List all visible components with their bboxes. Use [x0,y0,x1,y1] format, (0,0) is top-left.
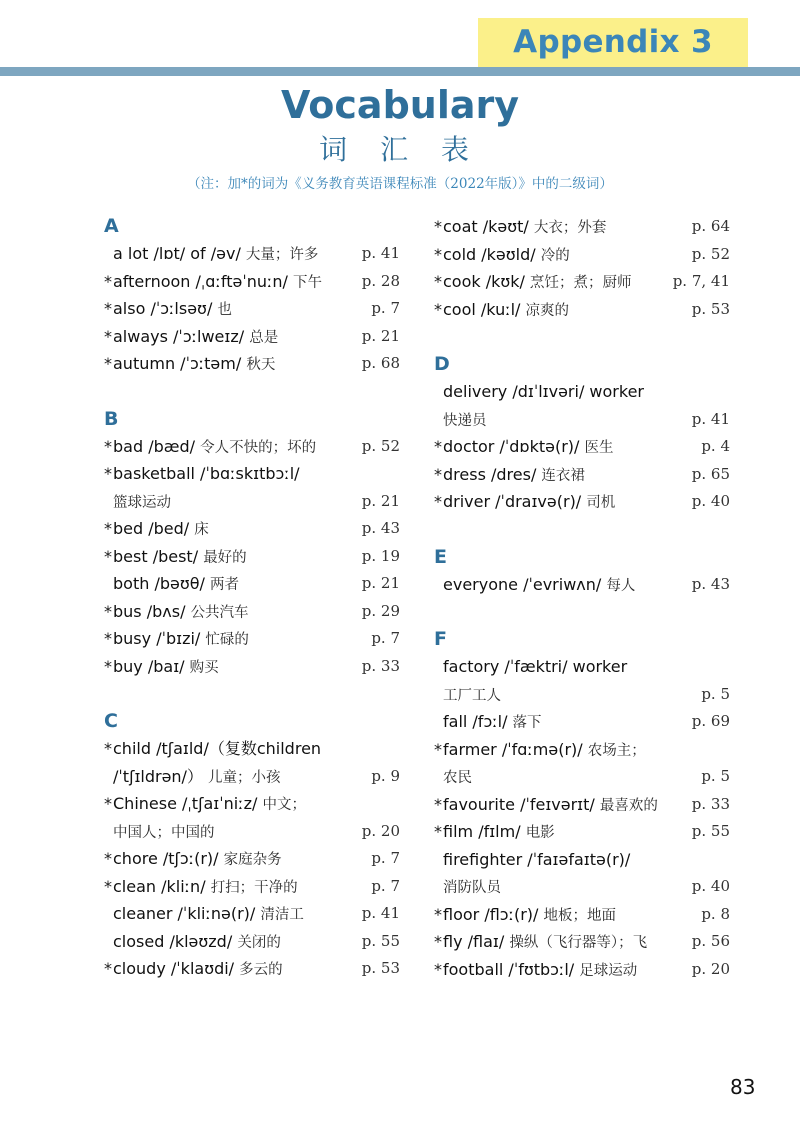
entry-page-ref: p. 64 [691,217,730,235]
page-subtitle: 词 汇 表 [319,133,481,166]
entry-meaning: 足球运动 [579,962,638,979]
entry-page-ref: p. 52 [691,244,730,263]
vocab-entry [104,570,400,598]
entry-page-ref: p. 41 [361,904,400,922]
entry-word: clean /kliːn/ [113,876,206,896]
vocab-entry [104,955,400,983]
entry-page-ref: p. 55 [691,822,730,840]
entry-word: favourite /ˈfeɪvərɪt/ [443,794,595,814]
entry-word: busy /ˈbɪzi/ [113,629,201,648]
entry-star-marker: * [434,437,442,456]
entry-page-ref: p. 40 [691,492,730,510]
entry-word: basketball /ˈbɑːskɪtbɔːl/ [113,464,300,483]
entry-page-ref: p. 52 [361,436,400,455]
appendix-banner [478,18,748,68]
vocab-entry [434,461,730,489]
entry-star-marker: * [104,464,112,483]
entry-star-marker: * [434,794,442,814]
entry-meaning: 中国人；中国的 [113,824,215,841]
vocab-section [104,406,400,681]
vocab-entry [434,846,730,874]
entry-star-marker: * [434,959,442,979]
section-letter: B [104,407,119,430]
entry-meaning: 购买 [189,659,219,676]
entry-word: fly /flaɪ/ [443,932,505,951]
vocab-entry [104,295,400,323]
entry-star-marker: * [104,959,112,978]
entry-meaning: 打扫；干净的 [210,879,298,896]
vocab-entry [104,350,400,378]
entry-meaning: 下午 [293,274,323,291]
entry-star-marker: * [434,739,442,759]
entry-page-ref: p. 21 [361,491,400,510]
entry-word: both /bəʊθ/ [113,574,205,593]
entry-page-ref: p. 41 [691,409,730,428]
entry-page-ref: p. 7 [371,876,400,895]
section-letter: C [104,710,118,732]
entry-meaning: 儿童；小孩 [208,769,281,786]
entry-word: buy /baɪ/ [113,656,185,676]
vocab-entry [434,213,730,241]
vocab-entry [104,240,400,268]
entry-continuation [434,406,730,434]
vocab-entry [104,460,400,488]
entry-meaning: 床 [194,522,209,538]
vocab-entry [434,296,730,324]
entry-page-ref: p. 7 [371,849,400,867]
entry-star-marker: * [434,492,442,511]
entry-word: bed /bed/ [113,519,190,538]
entry-word: floor /flɔː(r)/ [443,904,539,924]
entry-word: driver /ˈdraɪvə(r)/ [443,492,582,511]
appendix-label: Appendix 3 [513,24,713,60]
entry-meaning: 篮球运动 [113,494,171,511]
entry-meaning: 清洁工 [260,907,304,923]
entry-meaning: 令人不快的；坏的 [200,439,317,456]
entry-star-marker: * [434,299,442,319]
entry-word: cloudy /ˈklaʊdi/ [113,959,235,978]
entry-meaning: 最好的 [203,549,247,566]
vocab-entry [434,708,730,736]
entry-page-ref: p. 21 [361,574,400,592]
entry-meaning: 消防队员 [443,880,501,896]
entry-star-marker: * [434,822,442,841]
vocab-entry [434,956,730,984]
vocab-entry [434,736,730,764]
entry-meaning: 家庭杂务 [223,852,282,868]
entry-page-ref: p. 55 [361,931,400,950]
entry-meaning: 也 [217,302,232,318]
section-letter: A [104,215,119,237]
vocab-entry [434,928,730,956]
entry-page-ref: p. 53 [691,299,730,318]
entry-page-ref: p. 19 [361,546,400,565]
entry-word: Chinese /ˌtʃaɪˈniːz/ [113,794,258,813]
entry-page-ref: p. 4 [701,437,730,455]
entry-word: fall /fɔːl/ [443,712,508,731]
entry-star-marker: * [104,546,112,566]
entry-word: farmer /ˈfɑːmə(r)/ [443,739,583,759]
entry-word: film /fɪlm/ [443,822,521,841]
vocab-entry [434,791,730,819]
entry-page-ref: p. 43 [361,519,400,537]
entry-word: firefighter /ˈfaɪəfaɪtə(r)/ [443,849,631,869]
entry-page-ref: p. 21 [361,326,400,345]
entry-star-marker: * [434,244,442,264]
entry-meaning: 医生 [584,440,614,456]
entry-page-ref: p. 29 [361,601,400,620]
entry-page-ref: p. 56 [691,932,730,950]
entry-meaning: 两者 [210,577,239,593]
entry-word: best /best/ [113,546,199,566]
entry-word: a lot /lɒt/ of /əv/ [113,244,241,263]
entry-page-ref: p. 43 [691,574,730,593]
entry-page-ref: p. 7 [371,629,400,647]
entry-meaning: 操纵（飞行器等）；飞 [509,935,648,951]
entry-meaning: 大量；许多 [245,247,319,263]
entry-star-marker: * [104,739,112,758]
entry-meaning: 快递员 [443,412,487,429]
section-letter: F [434,628,447,650]
entry-page-ref: p. 5 [701,684,730,703]
vocab-entry [104,928,400,956]
entry-star-marker: * [104,601,112,621]
vocab-section [104,708,400,983]
entry-page-ref: p. 20 [361,821,400,840]
entry-star-marker: * [434,904,442,924]
entry-word: doctor /ˈdɒktə(r)/ [443,437,580,456]
entry-star-marker: * [104,299,112,318]
vocab-entry [104,625,400,653]
section-letter: D [434,353,450,375]
left-column [104,213,400,1011]
entry-word: bad /bæd/ [113,436,196,456]
entry-meaning: 关闭的 [237,934,281,951]
entry-word: also /ˈɔːlsəʊ/ [113,299,213,318]
vocab-section [434,213,730,323]
entry-meaning: 司机 [586,495,616,511]
vocab-entry [434,268,730,296]
vocab-entry [434,901,730,929]
entry-word: always /ˈɔːlweɪz/ [113,326,245,346]
vocab-entry [434,241,730,269]
entry-continuation [104,818,400,846]
entry-page-ref: p. 20 [691,959,730,978]
entry-star-marker: * [434,272,442,291]
vocab-entry [434,378,730,406]
entry-page-ref: p. 5 [701,767,730,785]
entry-word: cook /kʊk/ [443,272,525,291]
entry-page-ref: p. 41 [361,244,400,262]
entry-star-marker: * [104,876,112,896]
entry-star-marker: * [104,271,112,291]
section-letter: E [434,545,447,568]
entry-meaning: 工厂工人 [443,687,501,704]
entry-word: autumn /ˈɔːtəm/ [113,354,242,373]
entry-meaning: 每人 [606,577,636,594]
page-number: 83 [730,1075,756,1099]
entry-star-marker: * [434,932,442,951]
vocab-entry [104,845,400,873]
vocab-entry [104,790,400,818]
entry-meaning: 地板；地面 [543,907,617,924]
entry-meaning: 烹饪；煮；厨师 [530,275,632,291]
entry-page-ref: p. 69 [691,712,730,730]
entry-page-ref: p. 8 [701,904,730,923]
entry-star-marker: * [104,794,112,813]
entry-meaning: 总是 [249,329,279,346]
entry-page-ref: p. 9 [371,766,400,785]
entry-page-ref: p. 53 [361,959,400,977]
vocab-entry [104,268,400,296]
entry-word: chore /tʃɔː(r)/ [113,849,219,868]
vocab-section [434,544,730,599]
entry-star-marker: * [104,326,112,346]
entry-continuation [104,488,400,516]
entry-page-ref: p. 40 [691,877,730,895]
entry-meaning: 农民 [443,770,472,786]
entry-continuation [434,681,730,709]
entry-star-marker: * [104,656,112,676]
entry-meaning: 连衣裙 [541,467,585,484]
entry-meaning: 冷的 [540,247,570,264]
vocab-entry [434,433,730,461]
entry-word: child /tʃaɪld/（复数children [113,739,322,758]
vocab-entry [434,571,730,599]
entry-page-ref: p. 33 [691,794,730,813]
entry-word: cold /kəʊld/ [443,244,536,264]
entry-meaning: 电影 [525,825,555,841]
entry-star-marker: * [104,354,112,373]
entry-word: dress /dres/ [443,464,537,484]
entry-page-ref: p. 7 [371,299,400,317]
entry-star-marker: * [104,436,112,456]
entry-word: /ˈtʃɪldrən/） [113,766,203,786]
vocab-section [104,213,400,378]
vocab-entry [104,323,400,351]
entry-meaning: 公共汽车 [190,604,249,621]
vocab-entry [104,515,400,543]
entry-meaning: 凉爽的 [525,302,570,319]
entry-page-ref: p. 65 [691,464,730,483]
entry-word: football /ˈfʊtbɔːl/ [443,959,575,979]
entry-meaning: 秋天 [246,357,276,373]
entry-meaning: 落下 [512,715,542,731]
page-title: Vocabulary [280,83,520,127]
entry-star-marker: * [104,849,112,868]
entry-star-marker: * [104,629,112,648]
entry-word: delivery /dɪˈlɪvəri/ worker [443,382,644,401]
entry-word: afternoon /ˌɑːftəˈnuːn/ [113,271,288,291]
vocab-entry [434,488,730,516]
entry-continuation [104,763,400,791]
entry-meaning: 农场主； [587,742,646,759]
entry-word: cool /kuːl/ [443,299,521,319]
vocab-entry [434,653,730,681]
vocab-entry [104,598,400,626]
vocab-entry [104,543,400,571]
entry-star-marker: * [434,217,442,236]
vocab-entry [104,653,400,681]
entry-meaning: 多云的 [239,962,283,978]
entry-star-marker: * [104,519,112,538]
entry-meaning: 最喜欢的 [599,797,658,814]
entry-meaning: 中文； [262,797,306,813]
entry-word: closed /kləʊzd/ [113,931,233,951]
vocab-entry [104,873,400,901]
entry-page-ref: p. 28 [361,271,400,290]
entry-continuation [434,873,730,901]
entry-page-ref: p. 7, 41 [672,272,730,290]
vocab-section [434,626,730,983]
entry-word: cleaner /ˈkliːnə(r)/ [113,904,256,923]
vocab-entry [104,735,400,763]
right-column [434,213,730,1011]
vocab-entry [434,818,730,846]
entry-meaning: 大衣；外套 [533,220,607,236]
entry-star-marker: * [434,464,442,484]
entry-word: everyone /ˈevriwʌn/ [443,574,602,594]
entry-page-ref: p. 68 [361,354,400,372]
entry-page-ref: p. 33 [361,656,400,675]
entry-word: factory /ˈfæktri/ worker [443,657,628,676]
header-rule [0,67,800,76]
vocab-entry [104,900,400,928]
entry-continuation [434,763,730,791]
vocab-entry [104,433,400,461]
entry-word: coat /kəʊt/ [443,217,529,236]
page-note: （注：加*的词为《义务教育英语课程标准（2022年版）》中的二级词） [187,176,613,192]
vocab-section [434,351,730,516]
entry-meaning: 忙碌的 [205,632,249,648]
entry-word: bus /bʌs/ [113,601,186,621]
